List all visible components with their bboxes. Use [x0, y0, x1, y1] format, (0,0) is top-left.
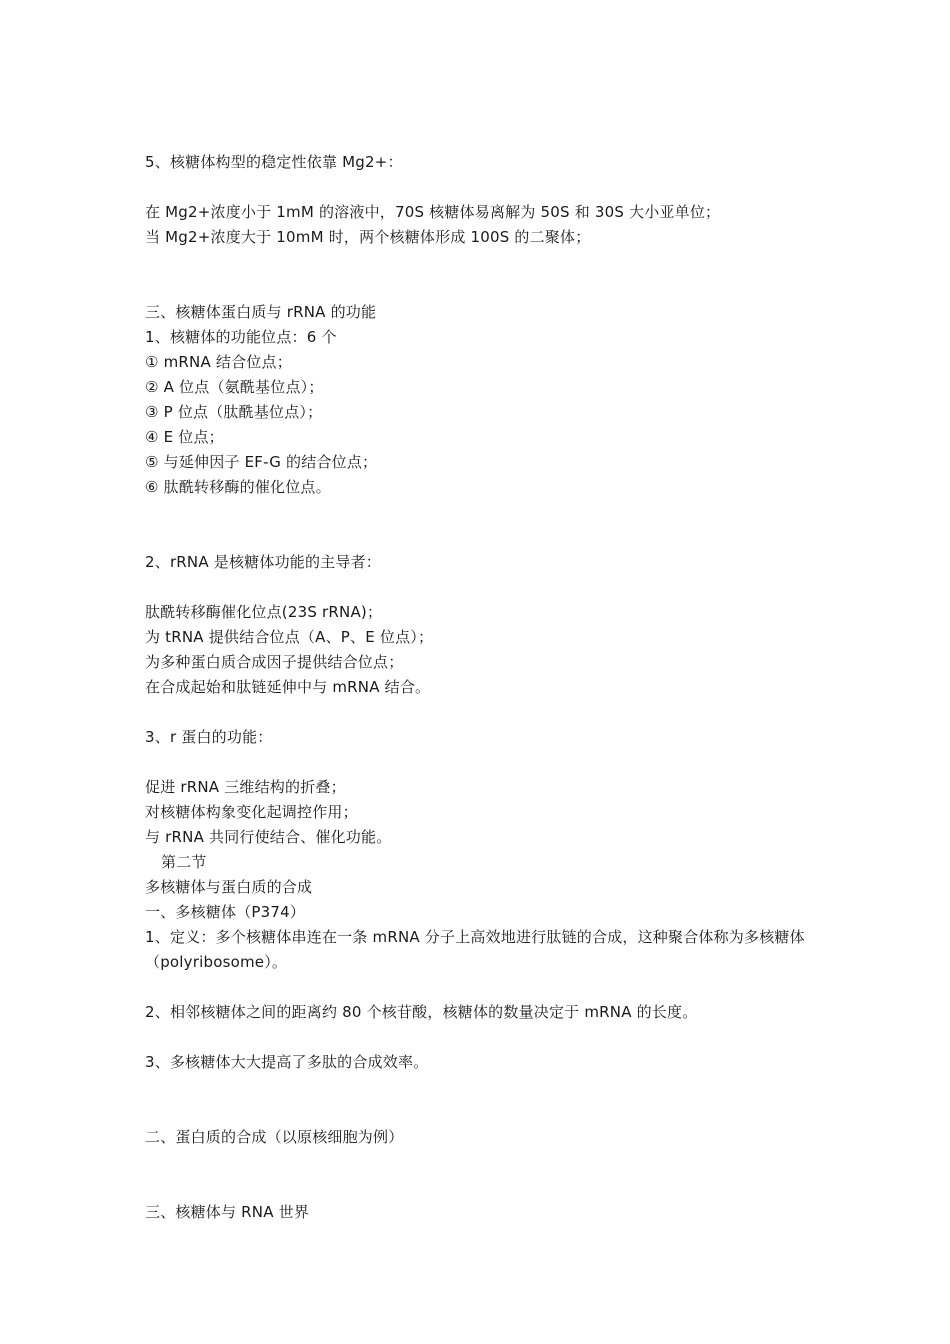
- section-title: 多核糖体与蛋白质的合成: [145, 878, 313, 896]
- part-heading-protein-synthesis: 二、蛋白质的合成（以原核细胞为例）: [145, 1128, 404, 1146]
- paragraph-definition: 1、定义：多个核糖体串连在一条 mRNA 分子上高效地进行肽链的合成，这种聚合体称为多核糖体（polyribosome）。: [145, 928, 805, 971]
- list-item-rrna: 为 tRNA 提供结合位点（A、P、E 位点）；: [145, 628, 434, 646]
- spacer: [145, 1150, 825, 1200]
- paragraph-mg-high: 当 Mg2+浓度大于 10mM 时，两个核糖体形成 100S 的二聚体；: [145, 228, 591, 246]
- list-item-rrna: 在合成起始和肽链延伸中与 mRNA 结合。: [145, 678, 431, 696]
- list-item-rprotein: 促进 rRNA 三维结构的折叠；: [145, 778, 346, 796]
- list-item-rrna: 为多种蛋白质合成因子提供结合位点；: [145, 653, 404, 671]
- paragraph-efficiency: 3、多核糖体大大提高了多肽的合成效率。: [145, 1053, 429, 1071]
- list-item-site: ③ P 位点（肽酰基位点）；: [145, 403, 323, 421]
- section-label: 第二节: [161, 853, 207, 871]
- spacer: [145, 1025, 825, 1050]
- spacer: [145, 250, 825, 300]
- list-item-site: ② A 位点（氨酰基位点）；: [145, 378, 324, 396]
- list-item-site: ① mRNA 结合位点；: [145, 353, 292, 371]
- document-body: [145, 150, 825, 1225]
- spacer: [145, 575, 825, 600]
- list-heading-rprotein: 3、r 蛋白的功能：: [145, 728, 273, 746]
- part-heading-rna-world: 三、核糖体与 RNA 世界: [145, 1203, 310, 1221]
- spacer: [145, 1075, 825, 1125]
- spacer: [145, 700, 825, 725]
- spacer: [145, 975, 825, 1000]
- list-item-rrna: 肽酰转移酶催化位点(23S rRNA)；: [145, 603, 383, 621]
- paragraph-distance: 2、相邻核糖体之间的距离约 80 个核苷酸，核糖体的数量决定于 mRNA 的长度。: [145, 1003, 698, 1021]
- list-item-site: ⑤ 与延伸因子 EF-G 的结合位点；: [145, 453, 378, 471]
- part-heading-polyribosome: 一、多核糖体（P374）: [145, 903, 306, 921]
- list-item-rprotein: 与 rRNA 共同行使结合、催化功能。: [145, 828, 392, 846]
- spacer: [145, 500, 825, 550]
- list-item-site: ④ E 位点；: [145, 428, 224, 446]
- spacer: [145, 175, 825, 200]
- part-heading-functions: 三、核糖体蛋白质与 rRNA 的功能: [145, 303, 377, 321]
- list-heading-rrna: 2、rRNA 是核糖体功能的主导者：: [145, 553, 381, 571]
- paragraph-mg-low: 在 Mg2+浓度小于 1mM 的溶液中，70S 核糖体易离解为 50S 和 30S 大小亚单位；: [145, 203, 721, 221]
- spacer: [145, 750, 825, 775]
- list-heading-sites: 1、核糖体的功能位点：6 个: [145, 328, 337, 346]
- section-heading-mg: 5、核糖体构型的稳定性依靠 Mg2+：: [145, 153, 403, 171]
- list-item-rprotein: 对核糖体构象变化起调控作用；: [145, 803, 358, 821]
- list-item-site: ⑥ 肽酰转移酶的催化位点。: [145, 478, 331, 496]
